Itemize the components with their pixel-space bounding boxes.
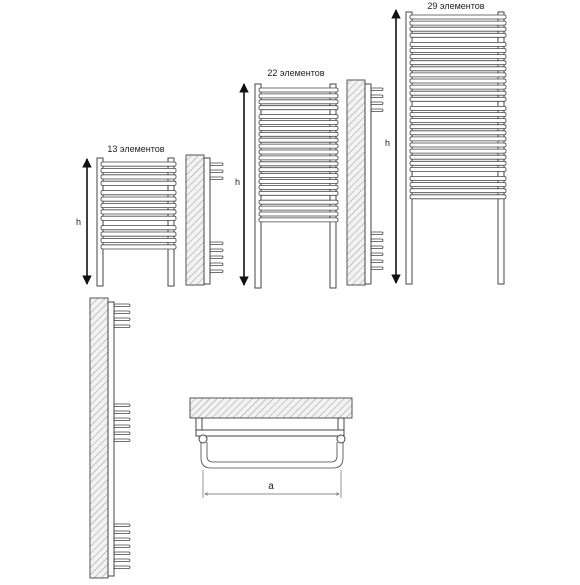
small-side-rail [204,158,210,284]
small-height-label: h [76,217,82,227]
top-view-right-knob [337,435,345,443]
medium-bar-19 [259,200,338,204]
medium-bar-16 [259,180,338,184]
small-pin-8 [210,270,223,273]
radiator-large-front [385,1,506,284]
large-bar-13 [410,91,506,95]
small-bar-10 [101,226,176,230]
medium-bar-7 [259,126,338,130]
tall-pin-15 [114,552,130,555]
medium-bar-6 [259,121,338,125]
medium-side-pins [371,88,383,270]
medium-bar-12 [259,156,338,160]
tall-pin-3 [114,318,130,321]
top-view-loop-inner [207,442,337,462]
small-pin-5 [210,249,223,252]
tall-pin-12 [114,531,130,534]
small-bar-6 [101,197,176,201]
top-view-right-bracket [338,418,344,430]
large-bar-28 [410,189,506,193]
width-label: a [268,481,274,492]
small-bar-1 [101,162,176,166]
small-pin-2 [210,170,223,173]
medium-pin-10 [371,267,383,270]
tall-pin-9 [114,432,130,435]
radiator-medium-side [347,80,383,285]
large-bar-6 [410,49,506,53]
small-side-pins [210,163,223,273]
tall-side-pins [114,304,130,569]
large-bar-4 [410,33,506,37]
top-view-wall [190,398,352,418]
large-bar-18 [410,125,506,129]
small-bar-7 [101,203,176,207]
large-bar-19 [410,131,506,135]
large-bar-8 [410,61,506,65]
small-bar-4 [101,181,176,185]
large-bar-10 [410,73,506,77]
large-bar-24 [410,161,506,165]
medium-bar-10 [259,144,338,148]
medium-pin-6 [371,239,383,242]
large-bar-21 [410,143,506,147]
large-bar-29 [410,195,506,199]
medium-bar-9 [259,138,338,142]
medium-pin-5 [371,232,383,235]
tall-pin-6 [114,411,130,414]
radiator-medium-front [235,68,338,288]
large-bar-7 [410,55,506,59]
large-bar-15 [410,106,506,110]
tall-side-rail [108,302,114,576]
large-bar-26 [410,177,506,181]
medium-side-wall [347,80,365,285]
radiator-small-side [186,155,223,285]
large-bar-12 [410,85,506,89]
small-bar-3 [101,175,176,179]
tall-pin-5 [114,404,130,407]
large-bar-3 [410,27,506,31]
medium-bar-3 [259,100,338,104]
small-bars [101,162,176,249]
large-bar-11 [410,79,506,83]
medium-elements-label: 22 элементов [267,68,325,78]
small-bar-5 [101,191,176,195]
medium-bar-4 [259,106,338,110]
large-bar-16 [410,113,506,117]
medium-bar-5 [259,115,338,119]
medium-bar-18 [259,191,338,195]
medium-bar-11 [259,150,338,154]
small-bar-9 [101,216,176,220]
small-bar-8 [101,210,176,214]
medium-bar-17 [259,185,338,189]
small-pin-6 [210,256,223,259]
top-view-left-bracket [196,418,202,430]
large-bar-20 [410,137,506,141]
medium-bar-15 [259,174,338,178]
small-pin-7 [210,263,223,266]
large-bar-22 [410,149,506,153]
large-height-label: h [385,138,391,148]
medium-bar-8 [259,132,338,136]
medium-pin-7 [371,246,383,249]
large-bar-14 [410,97,506,101]
tall-pin-1 [114,304,130,307]
small-pin-4 [210,242,223,245]
medium-pin-9 [371,260,383,263]
large-bar-25 [410,167,506,171]
small-side-wall [186,155,204,285]
medium-bar-21 [259,212,338,216]
tall-pin-17 [114,566,130,569]
radiator-top-view [190,398,352,498]
tall-pin-8 [114,425,130,428]
large-bar-23 [410,155,506,159]
medium-height-label: h [235,177,241,187]
small-elements-label: 13 элементов [107,144,165,154]
medium-bar-14 [259,168,338,172]
top-view-left-knob [199,435,207,443]
large-bar-9 [410,67,506,71]
tall-pin-16 [114,559,130,562]
medium-bars [259,88,338,222]
tall-pin-11 [114,524,130,527]
large-bar-2 [410,21,506,25]
small-bar-12 [101,238,176,242]
small-bar-2 [101,168,176,172]
large-bars [410,15,506,199]
large-bar-17 [410,119,506,123]
medium-bar-22 [259,218,338,222]
medium-bar-1 [259,88,338,92]
large-bar-5 [410,42,506,46]
radiator-small-front [76,144,176,286]
medium-bar-2 [259,94,338,98]
tall-pin-2 [114,311,130,314]
large-bar-1 [410,15,506,19]
small-pin-3 [210,177,223,180]
medium-pin-3 [371,102,383,105]
small-bar-13 [101,245,176,249]
medium-pin-4 [371,109,383,112]
medium-pin-1 [371,88,383,91]
medium-side-rail [365,84,371,284]
small-pin-1 [210,163,223,166]
tall-pin-10 [114,439,130,442]
tall-side-wall [90,298,108,578]
top-view-crossbar [196,430,344,436]
medium-bar-13 [259,162,338,166]
medium-bar-20 [259,206,338,210]
medium-pin-2 [371,95,383,98]
large-elements-label: 29 элементов [427,1,485,11]
top-view-loop-outer [201,442,343,468]
medium-pin-8 [371,253,383,256]
small-bar-11 [101,232,176,236]
large-bar-27 [410,183,506,187]
tall-pin-14 [114,545,130,548]
tall-pin-13 [114,538,130,541]
tall-pin-7 [114,418,130,421]
radiator-tall-side [90,298,130,578]
tall-pin-4 [114,325,130,328]
